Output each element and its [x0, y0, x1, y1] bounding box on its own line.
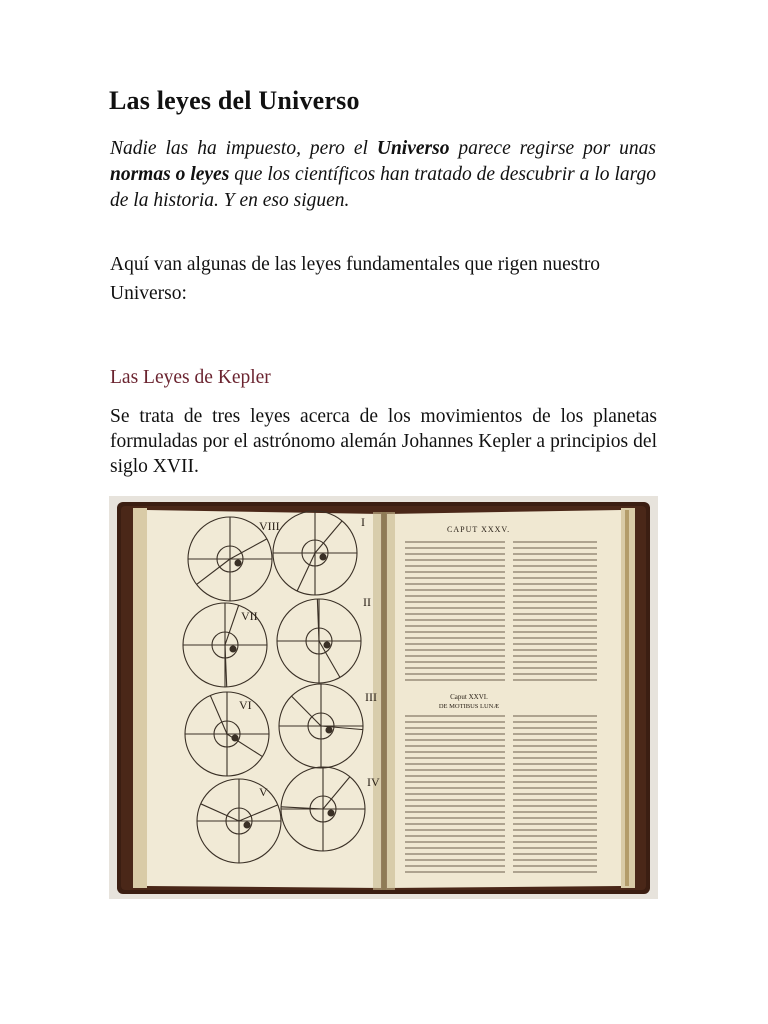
intro-paragraph: Aquí van algunas de las leyes fundamentales que rigen nuestro Universo: [110, 254, 601, 304]
roman-numeral-label: I [361, 515, 365, 529]
roman-numeral-label: VII [241, 609, 258, 623]
roman-numeral-label: VIII [259, 519, 280, 533]
section-heading: Las Leyes de Kepler [110, 367, 271, 388]
orbit-diagram [279, 684, 363, 768]
chapter-subheading-text: DE MOTIBUS LUNÆ [438, 703, 500, 710]
kepler-book-image [109, 496, 658, 899]
roman-numeral-label: V [259, 785, 268, 799]
roman-numeral-label: III [365, 690, 377, 704]
roman-numeral-label: VI [239, 698, 252, 712]
orbit-diagram [281, 767, 365, 851]
roman-numeral-label: II [363, 595, 371, 609]
book-illustration [109, 496, 658, 899]
roman-numeral-label: IV [367, 775, 380, 789]
orbit-diagram [273, 511, 357, 595]
page-title: Las leyes del Universo [109, 86, 360, 115]
section-body: Se trata de tres leyes acerca de los movimientos de los planetas formuladas por el astrónomo alemán Johannes Kepler a principios del siglo XVII. [110, 406, 657, 477]
orbit-diagram [185, 692, 269, 776]
lead-text-1: Nadie las ha impuesto, pero el [110, 138, 377, 159]
page-header-text: CAPUT XXXV. [447, 525, 511, 534]
lead-strong-normas: normas o leyes [110, 164, 230, 185]
orbit-diagram [277, 599, 361, 683]
lead-strong-universo: Universo [376, 138, 450, 159]
lead-paragraph [110, 136, 656, 214]
lead-text-3: que los científicos han tratado de descubrir a lo largo de la historia. Y en eso siguen. [110, 164, 656, 211]
orbit-diagram [197, 779, 281, 863]
lead-text-2: parece regirse por unas [449, 138, 656, 159]
chapter-heading-text: Caput XXVI. [450, 693, 488, 701]
